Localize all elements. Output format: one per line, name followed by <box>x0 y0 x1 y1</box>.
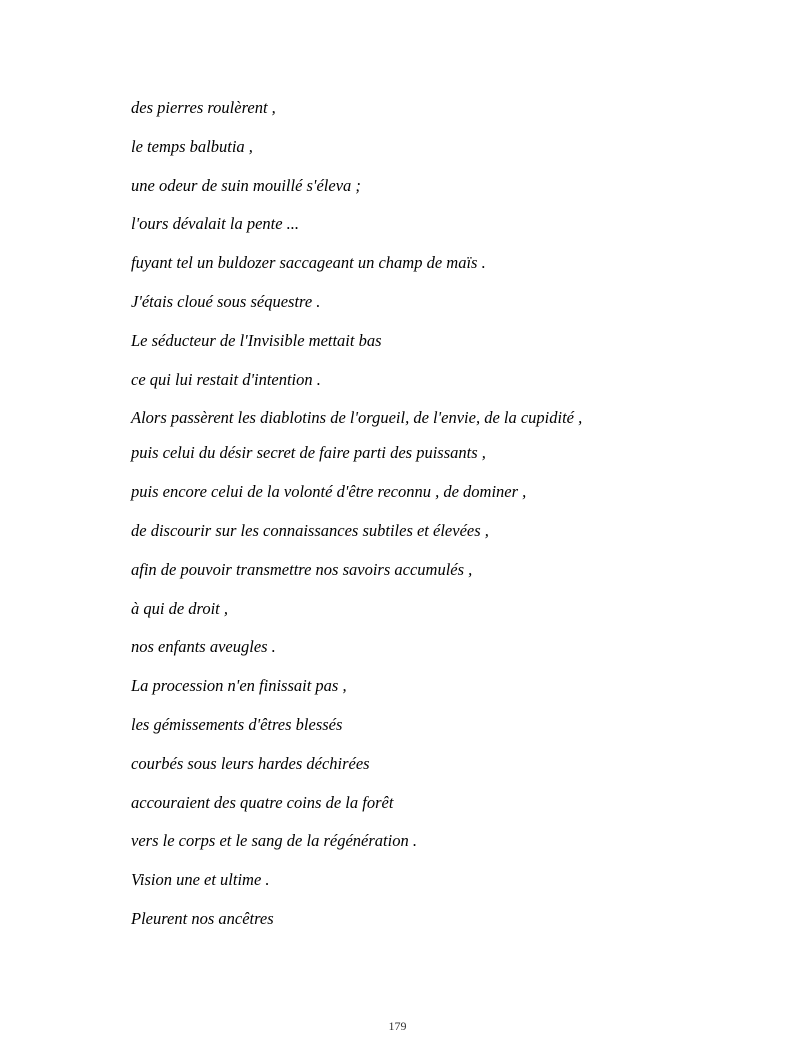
poem-line: le temps balbutia , <box>131 136 253 156</box>
poem-line: puis celui du désir secret de faire parti des puissants , <box>131 443 486 463</box>
poem-line: nos enfants aveugles . <box>131 637 276 657</box>
poem-line: Alors passèrent les diablotins de l'orgueil, de l'envie, de la cupidité , <box>131 408 583 428</box>
poem-line: J'étais cloué sous séquestre . <box>131 291 321 311</box>
poem-line: à qui de droit , <box>131 598 229 618</box>
poem-line: courbés sous leurs hardes déchirées <box>131 753 370 773</box>
poem-line: les gémissements d'êtres blessés <box>131 714 343 734</box>
poem-text <box>131 98 676 948</box>
poem-line: puis encore celui de la volonté d'être reconnu , de dominer , <box>131 482 527 502</box>
poem-line: accouraient des quatre coins de la forêt <box>131 792 394 812</box>
poem-line: afin de pouvoir transmettre nos savoirs accumulés , <box>131 559 473 579</box>
poem-line: de discourir sur les connaissances subtiles et élevées , <box>131 520 489 540</box>
poem-line: des pierres roulèrent , <box>131 98 276 117</box>
poem-line: une odeur de suin mouillé s'éleva ; <box>131 175 361 195</box>
poem-line: fuyant tel un buldozer saccageant un champ de maïs . <box>131 253 486 273</box>
poem-line: Vision une et ultime . <box>131 870 270 890</box>
poem-line: ce qui lui restait d'intention . <box>131 369 321 389</box>
poem-line: Pleurent nos ancêtres <box>131 908 274 928</box>
poem-line: Le séducteur de l'Invisible mettait bas <box>131 330 382 350</box>
poem-line: l'ours dévalait la pente ... <box>131 214 300 234</box>
page-number: 179 <box>388 1019 407 1033</box>
poem-line: La procession n'en finissait pas , <box>131 676 347 696</box>
poem-line: vers le corps et le sang de la régénération . <box>131 831 417 851</box>
